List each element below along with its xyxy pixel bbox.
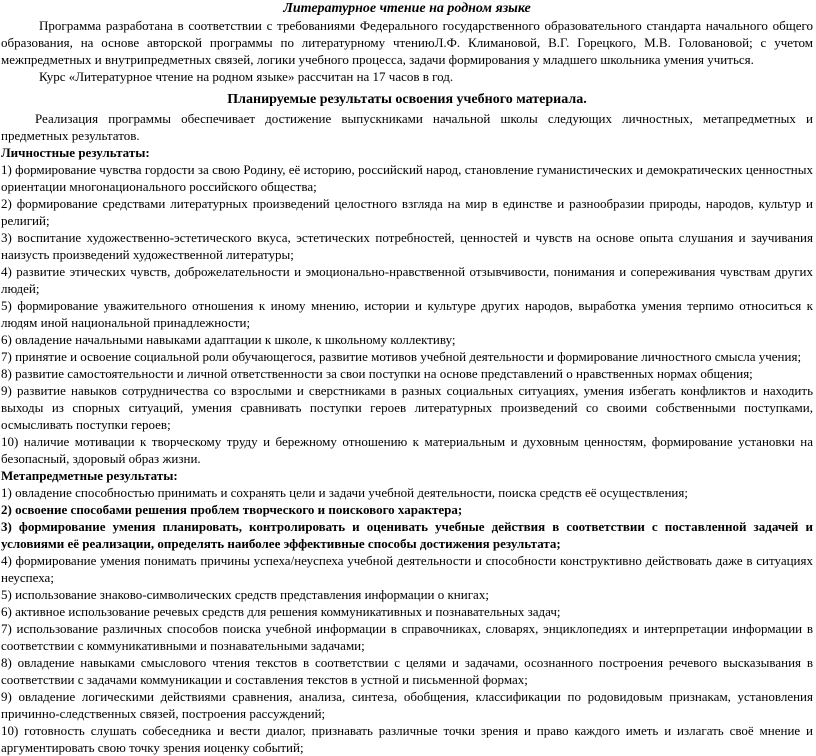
results-intro: Реализация программы обеспечивает достижение выпускниками начальной школы следующих личностных, метапредметных и предметных результатов. bbox=[1, 111, 813, 143]
meta-item-8: 8) овладение навыками смыслового чтения текстов в соответствии с целями и задачами, осознанного построения речевого высказывания в соответствии с задачами коммуникации и составления текстов в устной и письменной формах; bbox=[1, 655, 813, 687]
results-heading: Планируемые результаты освоения учебного материала. bbox=[227, 92, 587, 107]
meta-item-2: 2) освоение способами решения проблем творческого и поискового характера; bbox=[1, 502, 463, 517]
personal-item-10: 10) наличие мотивации к творческому труду и бережному отношению к материальным и духовным ценностям, формирование установки на безопасный, здоровый образ жизни. bbox=[1, 434, 813, 466]
meta-results-heading: Метапредметные результаты: bbox=[1, 468, 178, 483]
personal-item-9: 9) развитие навыков сотрудничества со взрослыми и сверстниками в разных социальных ситуациях, умения избегать конфликтов и находить выходы из спорных ситуаций, умения сравнивать поступки героев литературных произведений со своими собственными поступками, осмысливать поступки героев; bbox=[1, 383, 813, 432]
document-title: Литературное чтение на родном языке bbox=[283, 1, 531, 16]
personal-item-6: 6) овладение начальными навыками адаптации к школе, к школьному коллективу; bbox=[1, 332, 456, 347]
personal-item-7: 7) принятие и освоение социальной роли обучающегося, развитие мотивов учебной деятельности и формирование личностного смысла учения; bbox=[1, 349, 802, 364]
meta-item-9: 9) овладение логическими действиями сравнения, анализа, синтеза, обобщения, классификации по родовидовым признакам, установления причинно-следственных связей, построения рассуждений; bbox=[1, 689, 813, 721]
meta-item-1: 1) овладение способностью принимать и сохранять цели и задачи учебной деятельности, поиска средств её осуществления; bbox=[1, 485, 688, 500]
personal-item-2: 2) формирование средствами литературных произведений целостного взгляда на мир в единстве и разнообразии природы, народов, культур и религий; bbox=[1, 196, 813, 228]
personal-item-8: 8) развитие самостоятельности и личной ответственности за свои поступки на основе представлений о нравственных нормах общения; bbox=[1, 366, 753, 381]
meta-item-10: 10) готовность слушать собеседника и вести диалог, признавать различные точки зрения и право каждого иметь и излагать своё мнение и аргументировать свою точку зрения иоценку событий; bbox=[1, 723, 813, 755]
personal-item-4: 4) развитие этических чувств, доброжелательности и эмоционально-нравственной отзывчивости, понимания и сопереживания чувствам других людей; bbox=[1, 264, 813, 296]
course-hours-paragraph: Курс «Литературное чтение на родном языке» рассчитан на 17 часов в год. bbox=[39, 69, 454, 84]
intro-paragraph: Программа разработана в соответствии с требованиями Федерального государственного образовательного стандарта начального общего образования, на основе авторской программы по литературному чтениюЛ.Ф. Климановой, В.Г. Горецкого, М.В. Головановой; с учетом межпредметных и внутрипредметных связей, логики учебного процесса, задачи формирования у младшего школьника умения учиться. bbox=[1, 18, 813, 67]
meta-item-3: 3) формирование умения планировать, контролировать и оценивать учебные действия в соответствии с поставленной задачей и условиями её реализации, определять наиболее эффективные способы достижения результата; bbox=[1, 519, 813, 551]
personal-results-heading: Личностные результаты: bbox=[1, 145, 150, 160]
meta-item-5: 5) использование знаково-символических средств представления информации о книгах; bbox=[1, 587, 489, 602]
personal-item-3: 3) воспитание художественно-эстетического вкуса, эстетических потребностей, ценностей и чувств на основе опыта слушания и заучивания наизусть произведений художественной литературы; bbox=[1, 230, 813, 262]
meta-item-4: 4) формирование умения понимать причины успеха/неуспеха учебной деятельности и способности конструктивно действовать даже в ситуациях неуспеха; bbox=[1, 553, 813, 585]
meta-item-7: 7) использование различных способов поиска учебной информации в справочниках, словарях, энциклопедиях и интерпретации информации в соответствии с коммуникативными и познавательными задачами; bbox=[1, 621, 813, 653]
personal-item-1: 1) формирование чувства гордости за свою Родину, её историю, российский народ, становление гуманистических и демократических ценностных ориентации многонационального российского общества; bbox=[1, 162, 813, 194]
personal-item-5: 5) формирование уважительного отношения к иному мнению, истории и культуре других народов, выработка умения терпимо относиться к людям иной национальной принадлежности; bbox=[1, 298, 813, 330]
meta-item-6: 6) активное использование речевых средств для решения коммуникативных и познавательных задач; bbox=[1, 604, 561, 619]
